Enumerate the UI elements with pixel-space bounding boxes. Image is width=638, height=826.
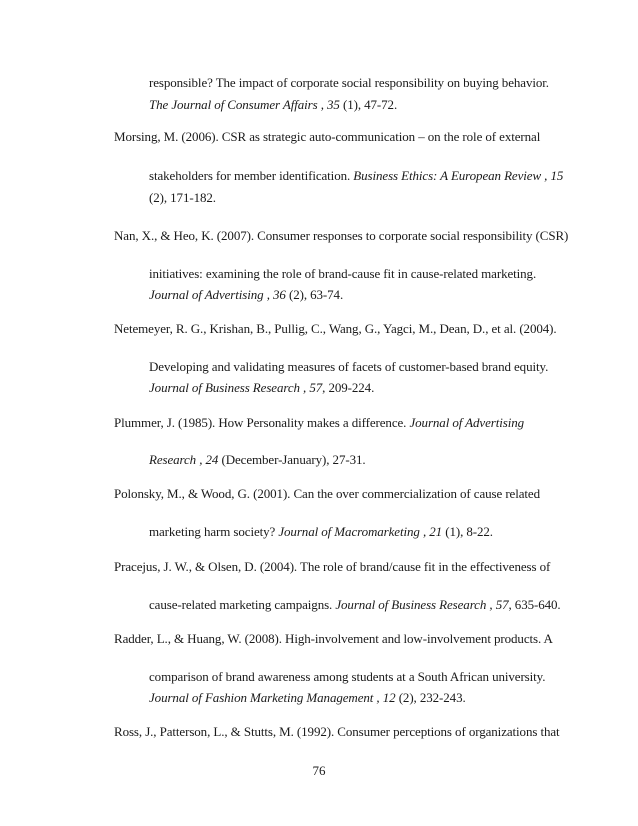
reference-line (149, 452, 366, 468)
reference-text: Pracejus, J. W., & Olsen, D. (2004). The role of brand/cause fit in the effectiveness of (114, 559, 551, 574)
journal-title: Journal of Macromarketing , 21 (278, 524, 443, 539)
reference-text: Developing and validating measures of facets of customer-based brand equity. (149, 359, 549, 374)
reference-line (149, 524, 493, 540)
reference-text: stakeholders for member identification. (149, 168, 354, 183)
reference-text: initiatives: examining the role of brand-cause fit in cause-related marketing. (149, 266, 537, 281)
reference-text: (2), 63-74. (285, 287, 344, 302)
journal-title: Journal of Business Research , 57 (149, 380, 323, 395)
reference-text: Polonsky, M., & Wood, G. (2001). Can the over commercialization of cause related (114, 486, 540, 501)
journal-title: The Journal of Consumer Affairs , 35 (149, 97, 340, 112)
reference-line (149, 669, 545, 685)
reference-text: Radder, L., & Huang, W. (2008). High-involvement and low-involvement products. A (114, 631, 553, 646)
journal-title: Research , 24 (149, 452, 219, 467)
reference-text: Plummer, J. (1985). How Personality makes a difference. (114, 415, 410, 430)
journal-title: Journal of Business Research , 57 (335, 597, 509, 612)
journal-title: Journal of Advertising (409, 415, 525, 430)
reference-text: Nan, X., & Heo, K. (2007). Consumer responses to corporate social responsibility (CSR) (114, 228, 569, 243)
reference-line (114, 228, 568, 244)
reference-line (149, 690, 466, 706)
reference-line (149, 190, 216, 206)
reference-text: Netemeyer, R. G., Krishan, B., Pullig, C., Wang, G., Yagci, M., Dean, D., et al. (2004). (114, 321, 557, 336)
reference-text: (1), 47-72. (339, 97, 398, 112)
reference-text: Ross, J., Patterson, L., & Stutts, M. (1992). Consumer perceptions of organizations that (114, 724, 560, 739)
reference-line (114, 415, 524, 431)
reference-line (149, 97, 397, 113)
reference-text: (1), 8-22. (442, 524, 493, 539)
reference-line (114, 129, 540, 145)
reference-text: , 635-640. (508, 597, 561, 612)
reference-text: comparison of brand awareness among students at a South African university. (149, 669, 546, 684)
journal-title: Business Ethics: A European Review , 15 (353, 168, 564, 183)
reference-line (149, 380, 374, 396)
reference-line (114, 559, 550, 575)
reference-line (149, 168, 563, 184)
reference-line (114, 724, 560, 740)
journal-title: Journal of Fashion Marketing Management , 12 (149, 690, 396, 705)
reference-line (149, 359, 548, 375)
reference-line (149, 266, 536, 282)
reference-text: (2), 171-182. (149, 190, 216, 205)
reference-line (149, 75, 549, 91)
reference-text: cause-related marketing campaigns. (149, 597, 336, 612)
reference-line (149, 287, 343, 303)
reference-line (149, 597, 561, 613)
reference-line (114, 631, 553, 647)
reference-text: (2), 232-243. (395, 690, 466, 705)
reference-text: responsible? The impact of corporate social responsibility on buying behavior. (149, 75, 549, 90)
page-number: 76 (312, 763, 326, 778)
reference-text: , 209-224. (322, 380, 375, 395)
reference-text: (December-January), 27-31. (218, 452, 366, 467)
reference-line (114, 486, 540, 502)
reference-text: Morsing, M. (2006). CSR as strategic auto-communication – on the role of external (114, 129, 541, 144)
journal-title: Journal of Advertising , 36 (149, 287, 286, 302)
reference-text: marketing harm society? (149, 524, 279, 539)
reference-line (114, 321, 557, 337)
